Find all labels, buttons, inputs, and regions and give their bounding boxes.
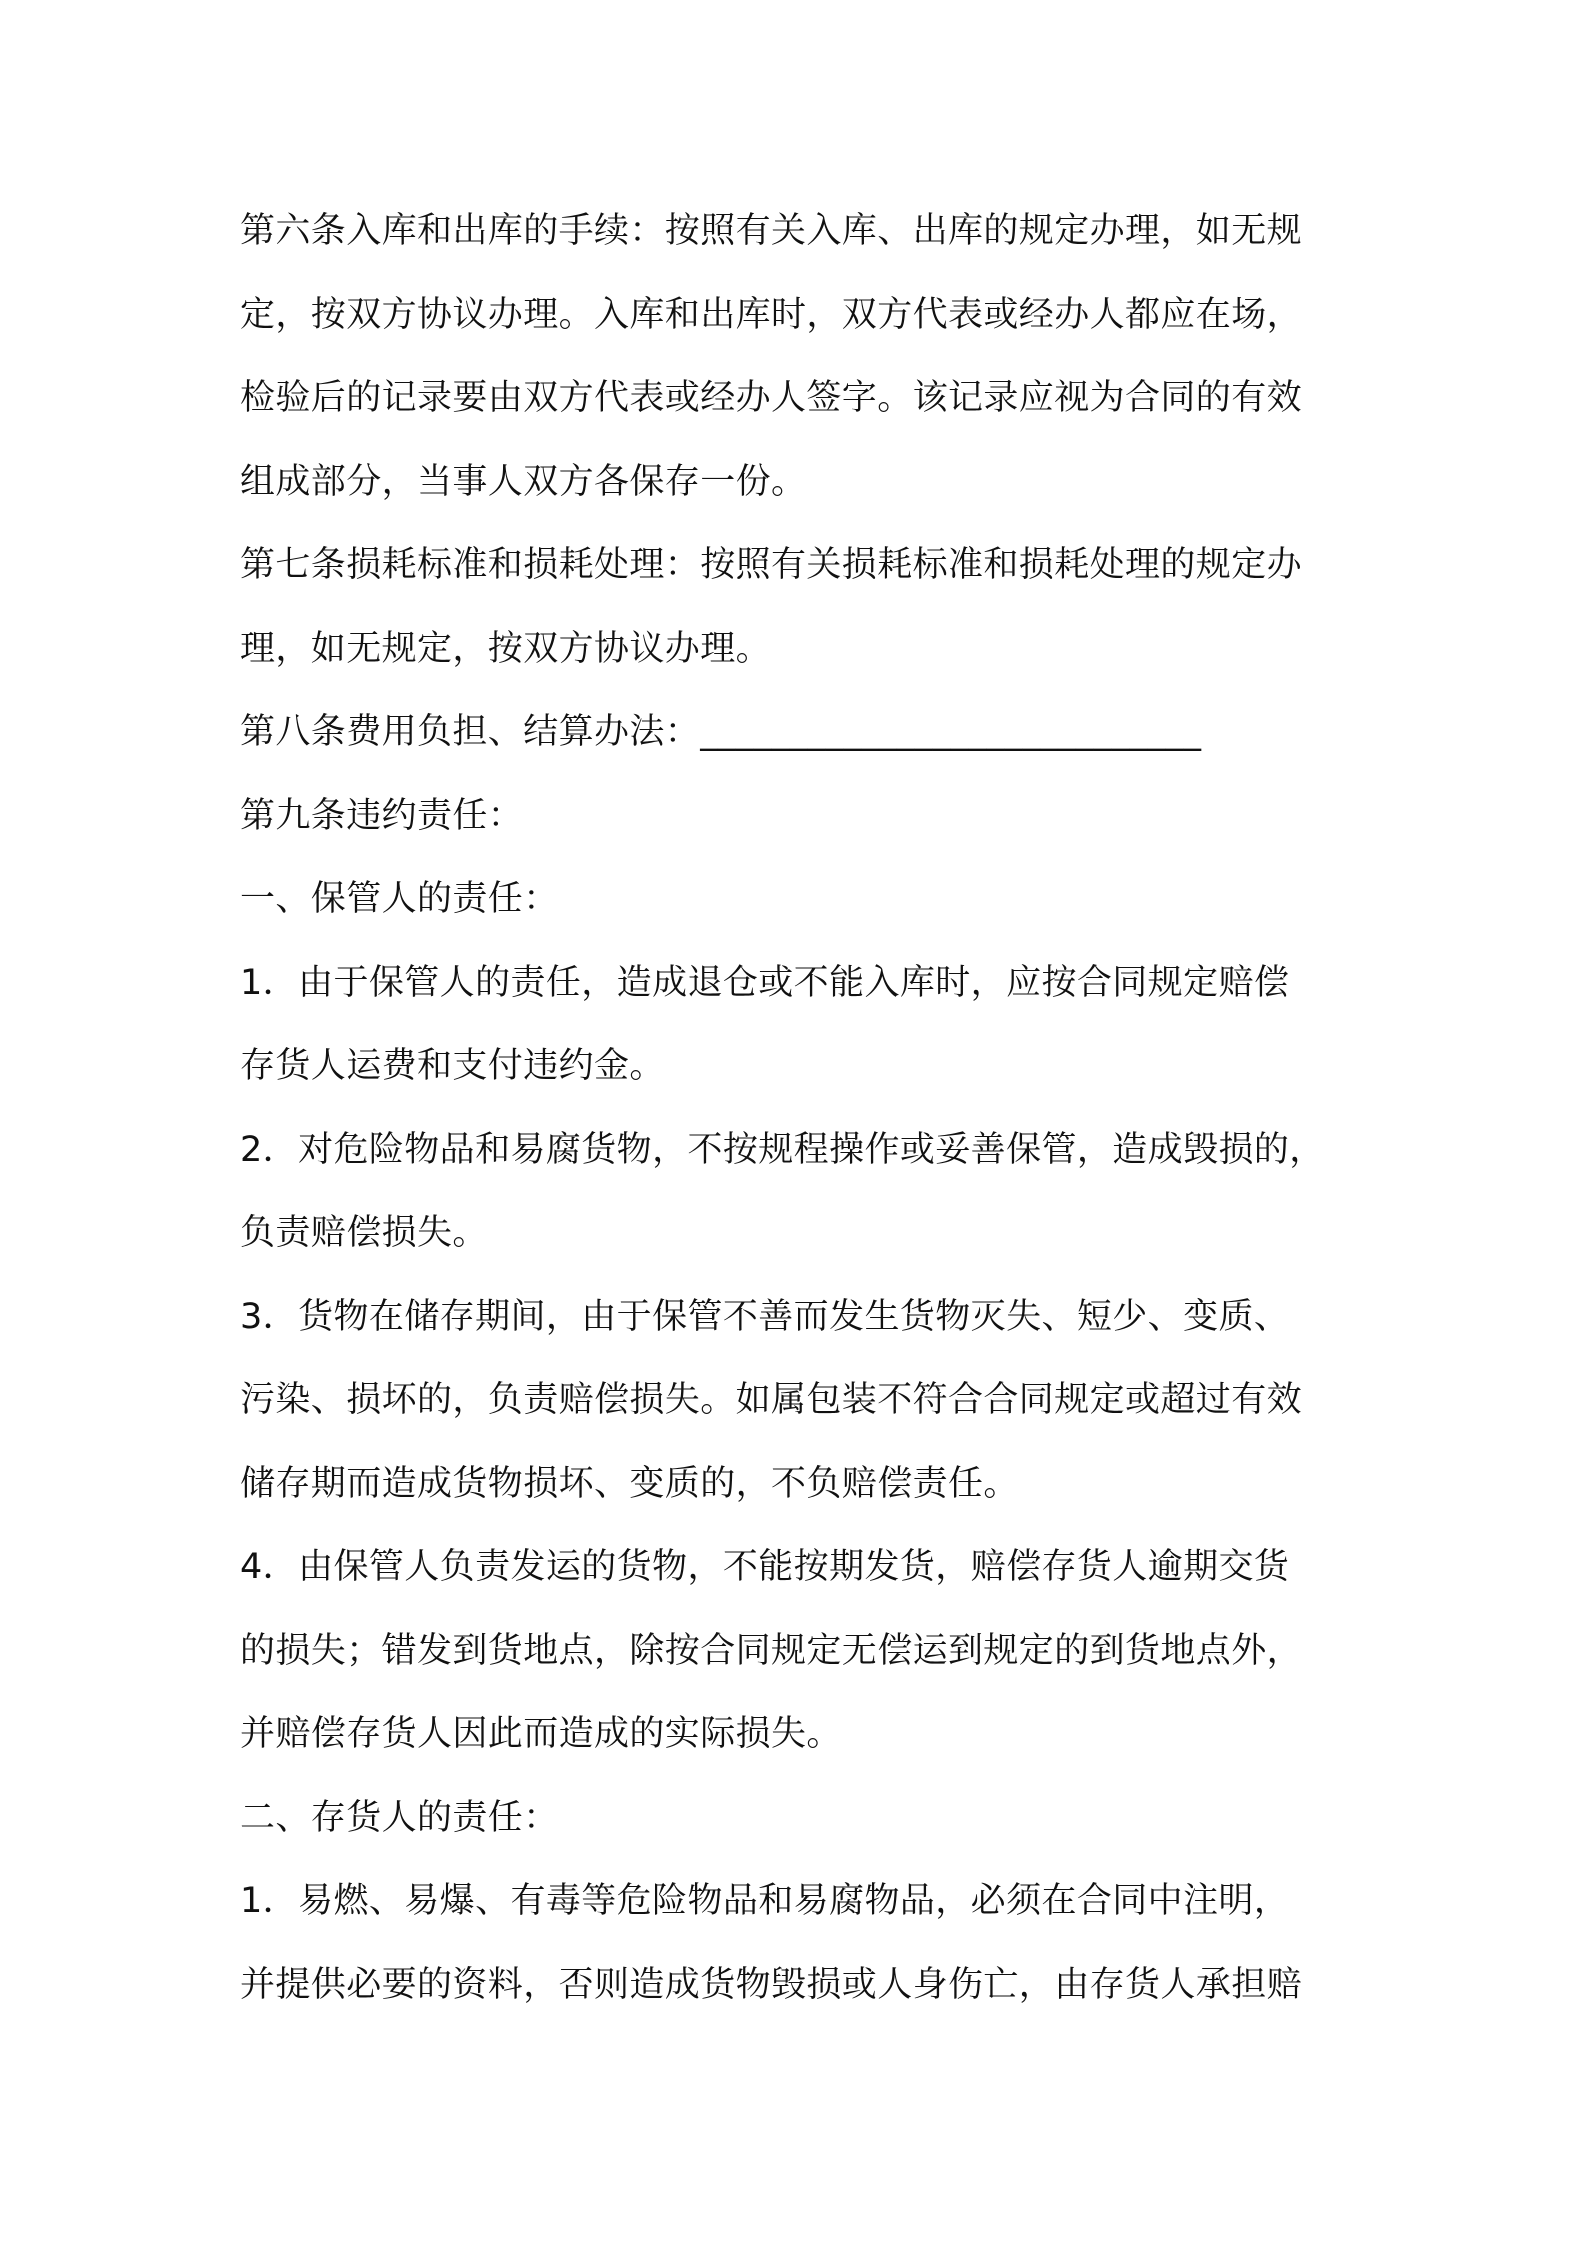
text-line: 的损失；错发到货地点，除按合同规定无偿运到规定的到货地点外， [240,1630,1303,1671]
text-line: 理，如无规定，按双方协议办理。 [240,628,772,669]
text-line: 定，按双方协议办理。入库和出库时，双方代表或经办人都应在场， [240,294,1303,335]
document-body [240,190,1370,2027]
text-line: 污染、损坏的，负责赔偿损失。如属包装不符合合同规定或超过有效 [240,1380,1303,1420]
text-line: 4．由保管人负责发运的货物，不能按期发货，赔偿存货人逾期交货 [240,1547,1290,1587]
text-line: 3．货物在储存期间，由于保管不善而发生货物灭失、短少、变质、 [240,1296,1290,1337]
text-line: 第八条费用负担、结算办法：____________________________ [240,712,1202,752]
text-line: 检验后的记录要由双方代表或经办人签字。该记录应视为合同的有效 [240,378,1303,418]
text-line: 第九条违约责任： [240,795,524,836]
text-line: 二、存货人的责任： [240,1797,559,1838]
text-line: 一、保管人的责任： [240,879,559,919]
text-line: 1．由于保管人的责任，造成退仓或不能入库时，应按合同规定赔偿 [240,962,1290,1003]
text-line: 2．对危险物品和易腐货物，不按规程操作或妥善保管，造成毁损的， [240,1129,1325,1170]
text-line: 储存期而造成货物损坏、变质的，不负赔偿责任。 [240,1463,1019,1504]
text-line: 并赔偿存货人因此而造成的实际损失。 [240,1714,842,1754]
text-line: 1．易燃、易爆、有毒等危险物品和易腐物品，必须在合同中注明， [240,1881,1290,1921]
text-line: 组成部分，当事人双方各保存一份。 [240,461,807,502]
text-line: 第六条入库和出库的手续：按照有关入库、出库的规定办理，如无规 [240,211,1303,251]
text-line: 存货人运费和支付违约金。 [240,1046,665,1086]
text-line: 并提供必要的资料，否则造成货物毁损或人身伤亡，由存货人承担赔 [240,1964,1303,2005]
text-line: 第七条损耗标准和损耗处理：按照有关损耗标准和损耗处理的规定办 [240,545,1303,585]
text-line: 负责赔偿损失。 [240,1213,488,1253]
